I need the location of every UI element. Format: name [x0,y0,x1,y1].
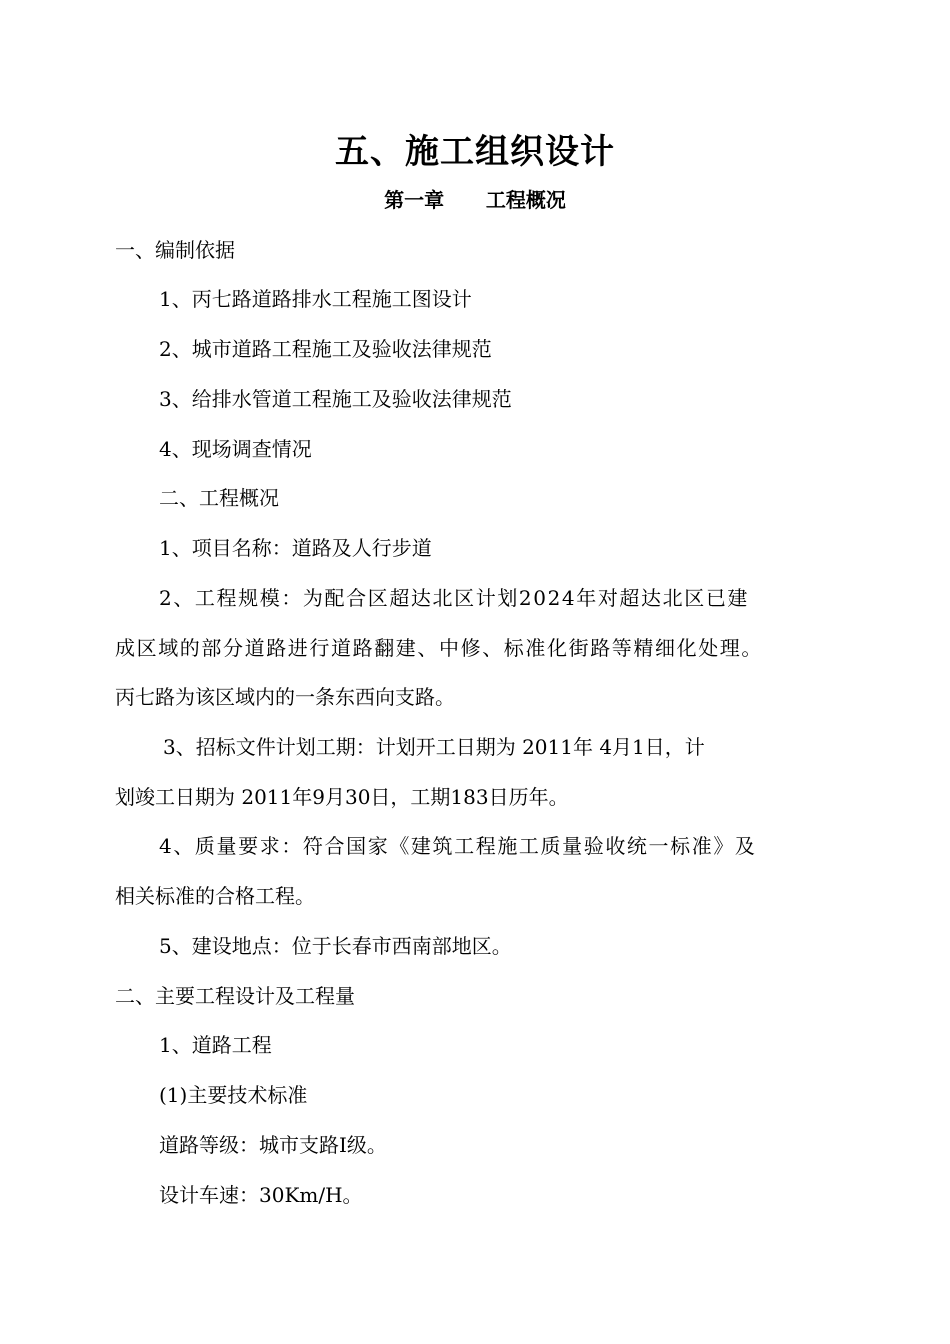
document-title: 五、施工组织设计 [335,132,615,172]
basis-item-1: 1、丙七路道路排水工程施工图设计 [159,287,472,311]
design-item-road: 1、道路工程 [159,1033,272,1057]
basis-item-3: 3、给排水管道工程施工及验收法律规范 [159,387,512,411]
overview-item-schedule-cont: 划竣工日期为 2011年9月30日，工期183日历年。 [115,785,569,809]
design-speed: 设计车速：30Km/H。 [159,1183,363,1207]
overview-item-quality: 4、质量要求：符合国家《建筑工程施工质量验收统一标准》及 [159,834,757,858]
design-road-grade: 道路等级：城市支路Ⅰ级。 [159,1133,387,1157]
section-heading-overview: 二、工程概况 [159,486,279,510]
overview-item-scale-cont-2: 丙七路为该区域内的一条东西向支路。 [115,685,455,709]
overview-item-scale: 2、工程规模：为配合区超达北区计划2024年对超达北区已建 [159,586,750,610]
overview-item-location: 5、建设地点：位于长春市西南部地区。 [159,934,512,958]
chapter-heading: 第一章 工程概况 [384,188,566,212]
overview-item-project-name: 1、项目名称：道路及人行步道 [159,536,432,560]
basis-item-2: 2、城市道路工程施工及验收法律规范 [159,337,492,361]
design-subitem-standards: (1)主要技术标准 [159,1083,308,1107]
basis-item-4: 4、现场调查情况 [159,437,312,461]
overview-item-schedule: 3、招标文件计划工期：计划开工日期为 2011年 4月1日，计 [163,735,705,759]
section-heading-basis: 一、编制依据 [115,238,235,262]
overview-item-scale-cont-1: 成区域的部分道路进行道路翻建、中修、标准化街路等精细化处理。 [115,636,763,660]
section-heading-design: 二、主要工程设计及工程量 [115,984,355,1008]
overview-item-quality-cont: 相关标准的合格工程。 [115,884,315,908]
